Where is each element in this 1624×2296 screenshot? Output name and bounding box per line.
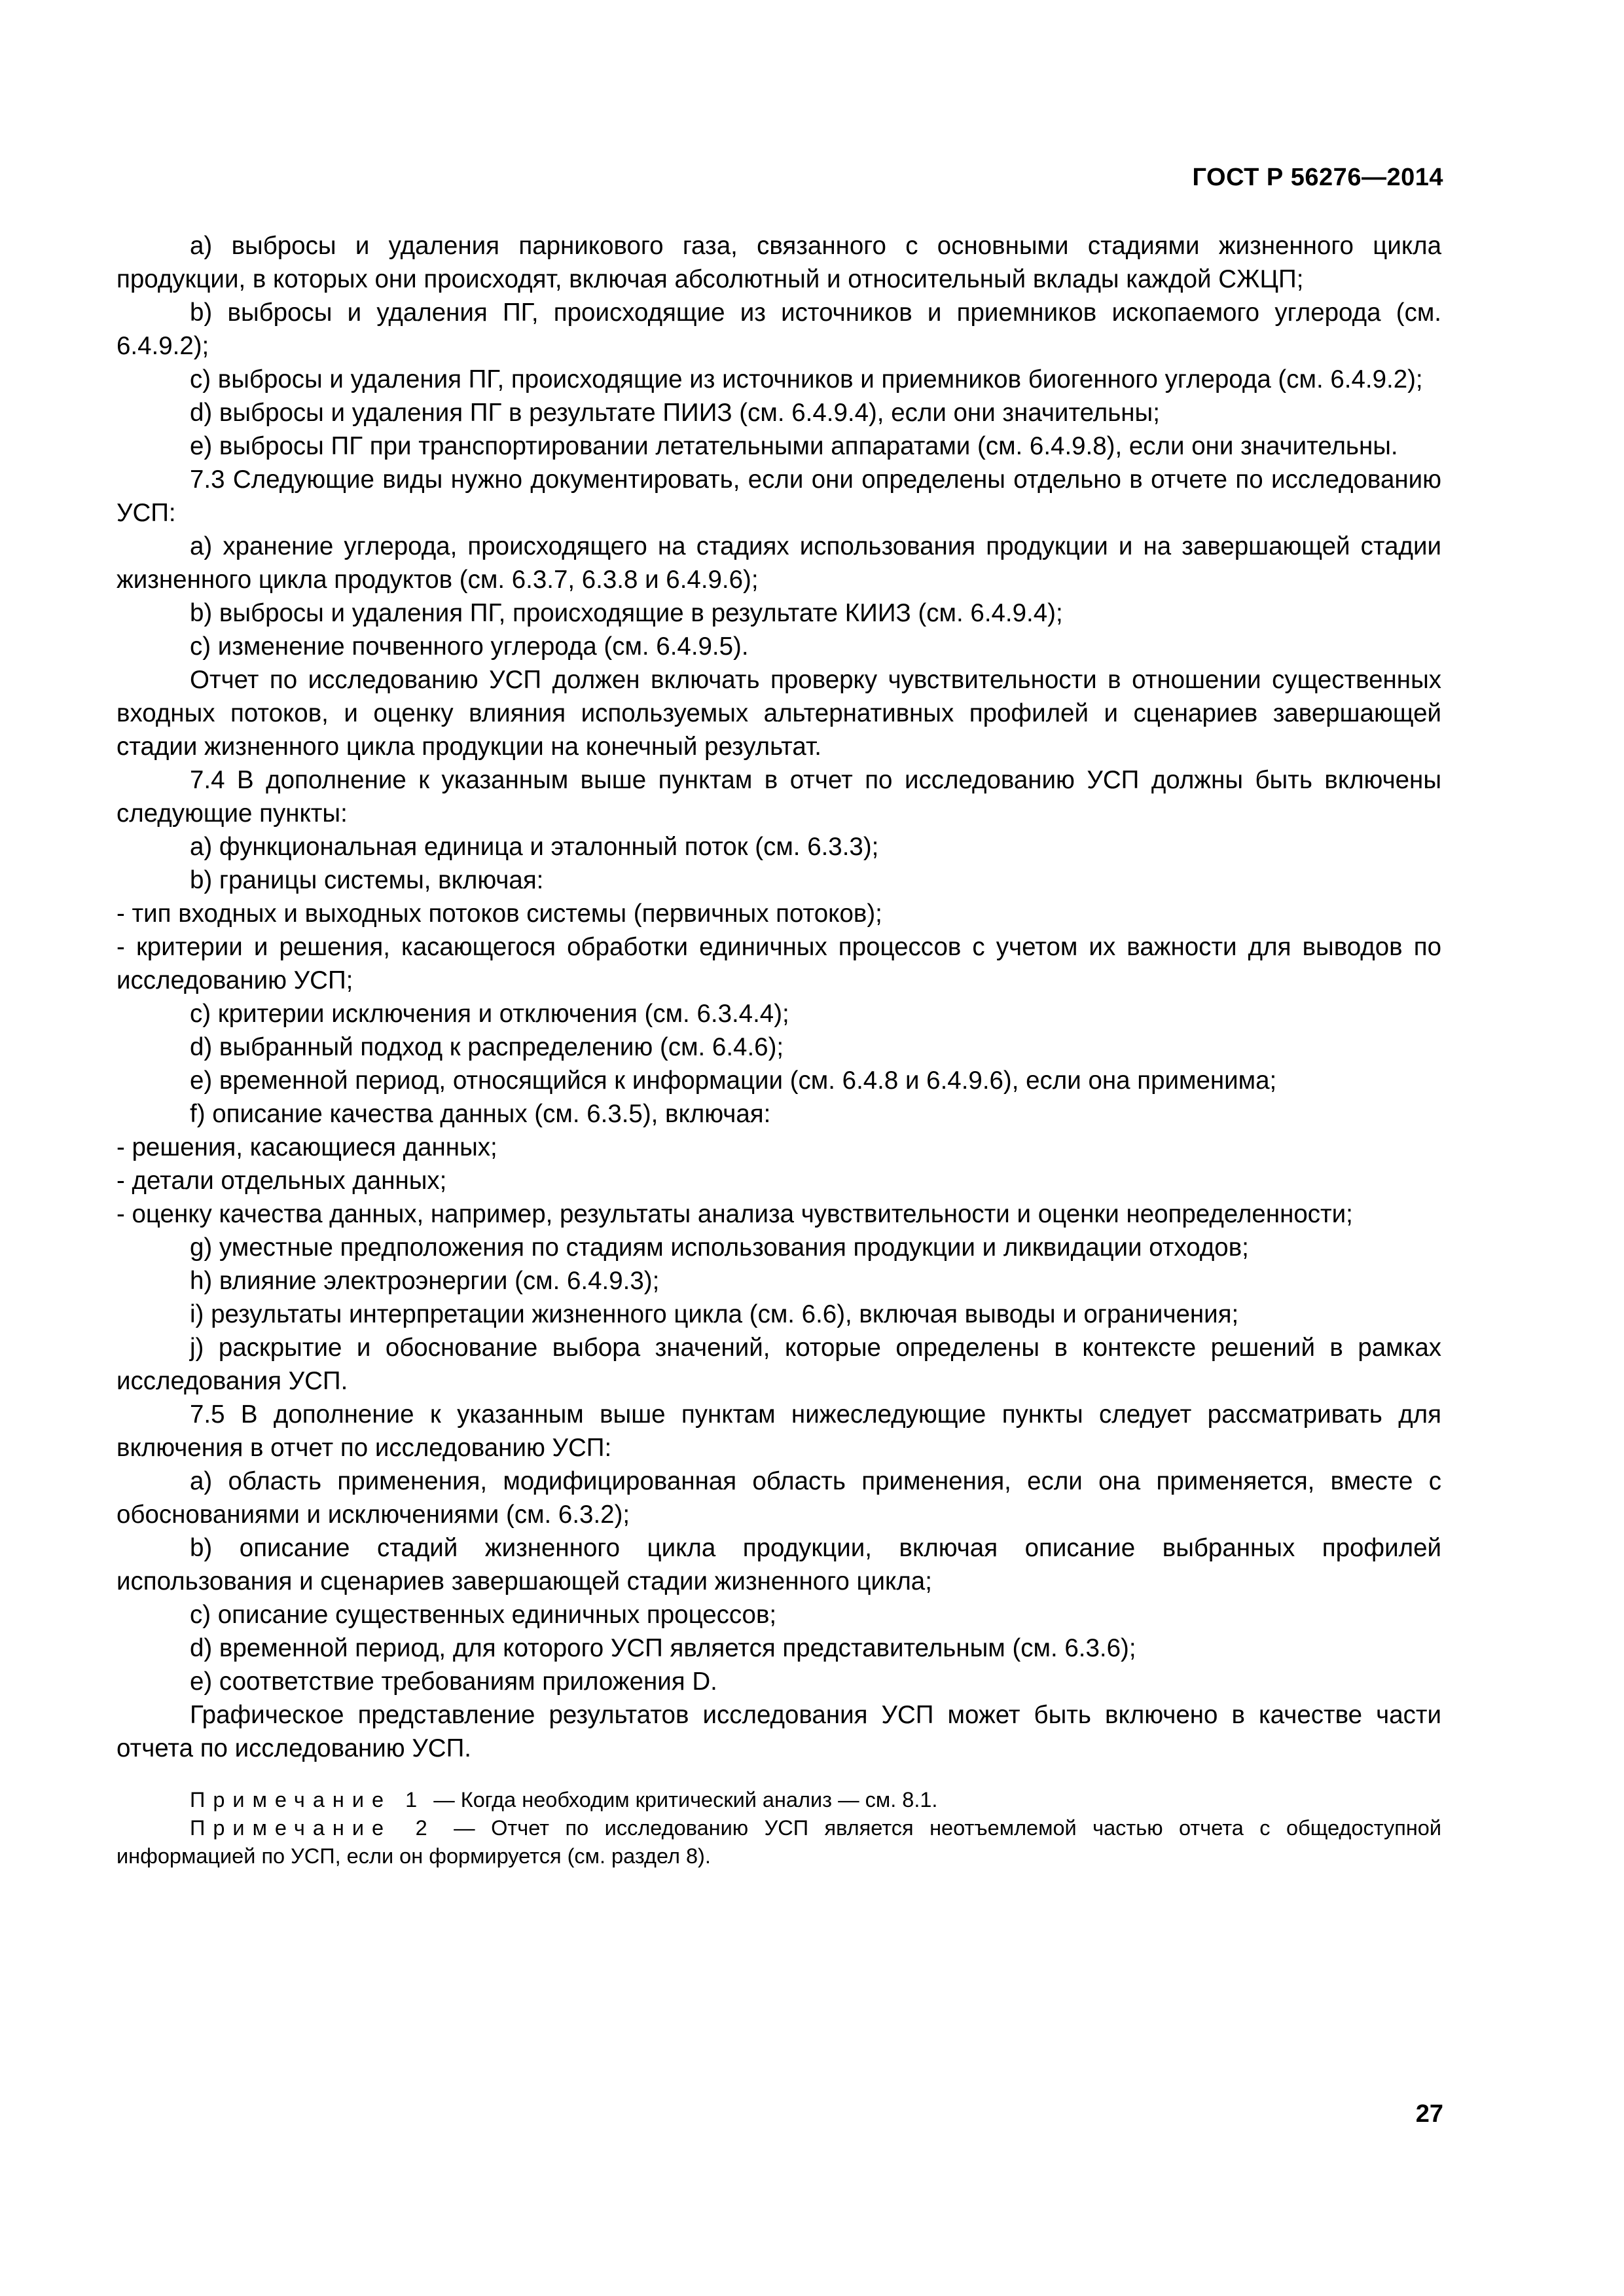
dash-item: - критерии и решения, касающегося обработки единичных процессов с учетом их важности для выводов по исследованию УСП; [117, 933, 1441, 994]
paragraph: b) описание стадий жизненного цикла продукции, включая описание выбранных профилей использования и сценариев завершающей стадии жизненного цикла; [117, 1534, 1441, 1595]
paragraph: e) соответствие требованиям приложения D. [190, 1667, 717, 1696]
paragraph: a) область применения, модифицированная область применения, если она применяется, вместе с обоснованиями и исключениями (см. 6.3.2); [117, 1467, 1441, 1529]
note-text: — Отчет по исследованию УСП является неотъемлемой частью отчета с общедоступной информацией по УСП, если он формируется (см. раздел 8). [117, 1816, 1441, 1868]
paragraph: Графическое представление результатов исследования УСП может быть включено в качестве части отчета по исследованию УСП. [117, 1701, 1441, 1762]
dash-item: - решения, касающиеся данных; [117, 1133, 497, 1161]
paragraph: e) выбросы ПГ при транспортировании летательными аппаратами (см. 6.4.9.8), если они значительны. [190, 432, 1398, 460]
note-text: — Когда необходим критический анализ — см. 8.1. [433, 1788, 938, 1812]
paragraph: c) критерии исключения и отключения (см. 6.3.4.4); [190, 1000, 789, 1028]
dash-item: - детали отдельных данных; [117, 1167, 447, 1195]
paragraph: b) выбросы и удаления ПГ, происходящие в результате КИИЗ (см. 6.4.9.4); [190, 599, 1063, 627]
paragraph: a) хранение углерода, происходящего на стадиях использования продукции и на завершающей стадии жизненного цикла продуктов (см. 6.3.7, 6.3.8 и 6.4.9.6); [117, 532, 1441, 594]
standard-designation: ГОСТ Р 56276—2014 [1192, 164, 1443, 191]
paragraph: b) выбросы и удаления ПГ, происходящие из источников и приемников ископаемого углерода (см. 6.4.9.2); [117, 299, 1441, 360]
note-2 [117, 1814, 1441, 1870]
document-header [1193, 164, 1443, 192]
paragraph: c) выбросы и удаления ПГ, происходящие из источников и приемников биогенного углерода (см. 6.4.9.2); [190, 365, 1423, 393]
paragraph: a) выбросы и удаления парникового газа, связанного с основными стадиями жизненного цикла продукции, в которых они происходят, включая абсолютный и относительный вклады каждой СЖЦП; [117, 232, 1441, 293]
paragraph: d) выбросы и удаления ПГ в результате ПИИЗ (см. 6.4.9.4), если они значительны; [190, 399, 1160, 427]
paragraph: g) уместные предположения по стадиям использования продукции и ликвидации отходов; [190, 1233, 1249, 1262]
page-number: 27 [1415, 2100, 1443, 2128]
note-label: Примечание 1 [190, 1788, 425, 1812]
paragraph: Отчет по исследованию УСП должен включать проверку чувствительности в отношении существенных входных потоков, и оценку влияния используемых альтернативных профилей и сценариев завершающей стадии жизненного цикла продукции на конечный результат. [117, 666, 1441, 761]
note-1 [117, 1786, 1441, 1814]
notes-block [117, 1786, 1441, 1870]
dash-item: - оценку качества данных, например, результаты анализа чувствительности и оценки неопределенности; [117, 1200, 1353, 1228]
paragraph: j) раскрытие и обоснование выбора значений, которые определены в контексте решений в рамках исследования УСП. [117, 1334, 1441, 1395]
dash-item: - тип входных и выходных потоков системы (первичных потоков); [117, 900, 882, 928]
section-7-5: 7.5 В дополнение к указанным выше пунктам нижеследующие пункты следует рассматривать для включения в отчет по исследованию УСП: [117, 1400, 1441, 1462]
body-text [117, 229, 1441, 1765]
paragraph: f) описание качества данных (см. 6.3.5), включая: [190, 1100, 771, 1128]
paragraph: e) временной период, относящийся к информации (см. 6.4.8 и 6.4.9.6), если она применима; [190, 1066, 1277, 1095]
paragraph: c) описание существенных единичных процессов; [190, 1601, 777, 1629]
paragraph: i) результаты интерпретации жизненного цикла (см. 6.6), включая выводы и ограничения; [190, 1300, 1239, 1328]
paragraph: d) выбранный подход к распределению (см. 6.4.6); [190, 1033, 784, 1061]
paragraph: h) влияние электроэнергии (см. 6.4.9.3); [190, 1267, 660, 1295]
paragraph: b) границы системы, включая: [190, 866, 544, 894]
paragraph: c) изменение почвенного углерода (см. 6.4.9.5). [190, 632, 749, 661]
note-label: Примечание 2 [190, 1816, 435, 1840]
section-7-3: 7.3 Следующие виды нужно документировать, если они определены отдельно в отчете по исследованию УСП: [117, 465, 1441, 527]
page-body [117, 229, 1441, 1870]
paragraph: d) временной период, для которого УСП является представительным (см. 6.3.6); [190, 1634, 1136, 1662]
paragraph: a) функциональная единица и эталонный поток (см. 6.3.3); [190, 833, 879, 861]
section-7-4: 7.4 В дополнение к указанным выше пунктам в отчет по исследованию УСП должны быть включены следующие пункты: [117, 766, 1441, 828]
